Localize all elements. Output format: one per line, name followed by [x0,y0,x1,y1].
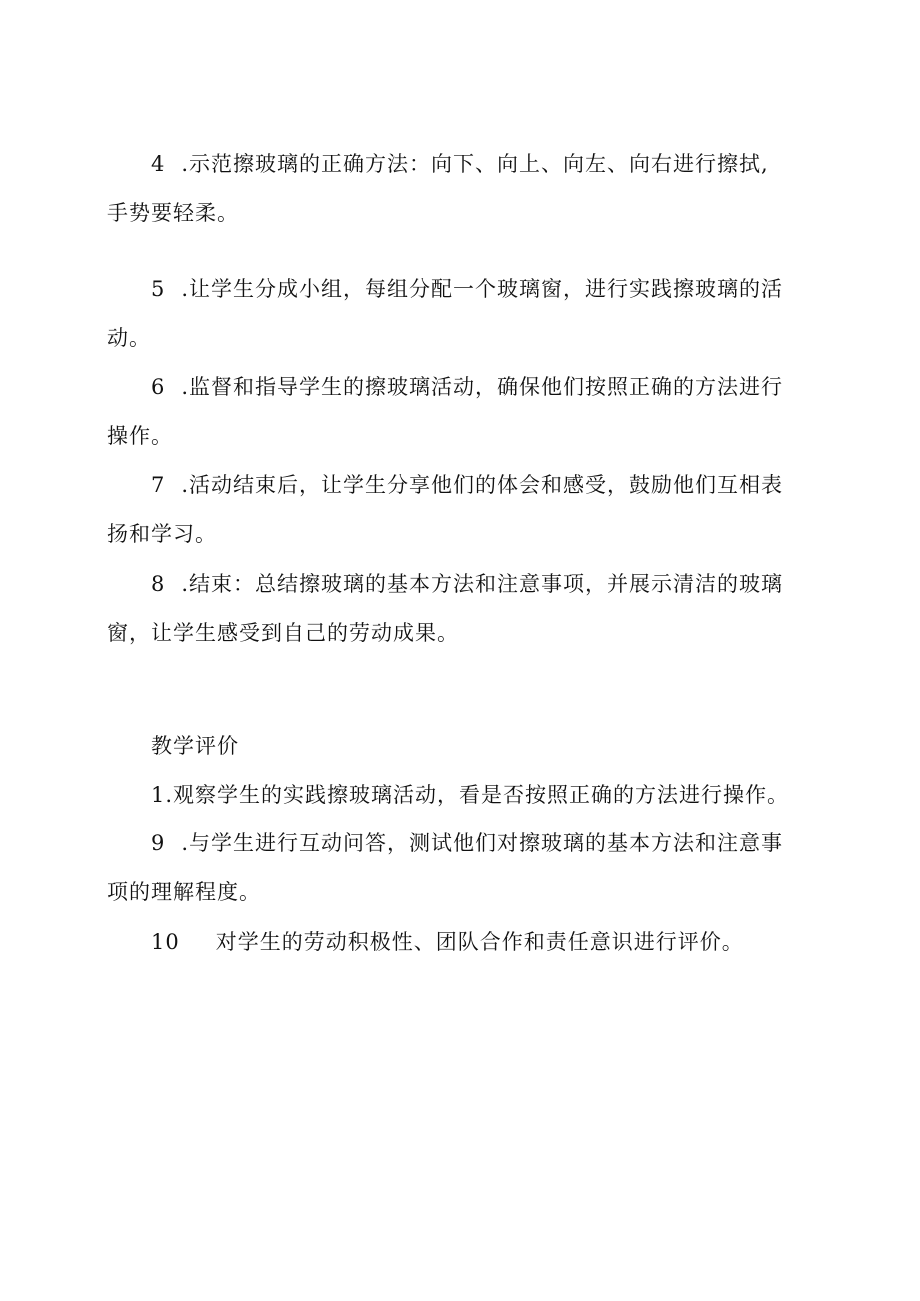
step-4 [107,140,831,238]
evaluation-number: 10 [151,930,180,954]
evaluation-number: 9 [151,831,166,855]
step-number: 5 [151,277,166,301]
step-line-continued: 操作。 [107,424,173,448]
evaluation-text: 观察学生的实践擦玻璃活动，看是否按照正确的方法进行操作。 [173,783,790,807]
evaluation-item-10 [107,918,831,967]
step-line [107,265,831,314]
step-line-continued: 动。 [107,326,151,350]
step-line [107,140,831,189]
step-8 [107,560,831,658]
evaluation-line-continued: 项的理解程度。 [107,880,261,904]
evaluation-text: .与学生进行互动问答，测试他们对擦玻璃的基本方法和注意事 [181,831,784,855]
step-text: .监督和指导学生的擦玻璃活动，确保他们按照正确的方法进行 [181,375,784,399]
step-line [107,363,831,412]
evaluation-number: 1. [151,783,174,807]
step-number: 8 [151,572,166,596]
step-line-continued: 窗，让学生感受到自己的劳动成果。 [107,621,459,645]
evaluation-line [107,771,831,820]
step-line-continued: 扬和学习。 [107,522,217,546]
evaluation-item-9 [107,819,831,917]
step-text: .活动结束后，让学生分享他们的体会和感受，鼓励他们互相表 [181,473,784,497]
evaluation-line [107,819,831,868]
step-5 [107,265,831,363]
step-6 [107,363,831,461]
step-7 [107,461,831,559]
step-text: .示范擦玻璃的正确方法：向下、向上、向左、向右进行擦拭, [181,152,769,176]
step-text: .让学生分成小组，每组分配一个玻璃窗，进行实践擦玻璃的活 [181,277,784,301]
evaluation-item-1 [107,771,831,820]
step-number: 6 [151,375,166,399]
step-line [107,461,831,510]
section-heading: 教学评价 [151,734,239,758]
step-line-continued: 手势要轻柔。 [107,201,239,225]
step-number: 7 [151,473,166,497]
step-line [107,560,831,609]
step-number: 4 [151,152,166,176]
evaluation-text: 对学生的劳动积极性、团队合作和责任意识进行评价。 [215,930,744,954]
step-text: .结束：总结擦玻璃的基本方法和注意事项，并展示清洁的玻璃 [181,572,784,596]
evaluation-line [107,918,831,967]
